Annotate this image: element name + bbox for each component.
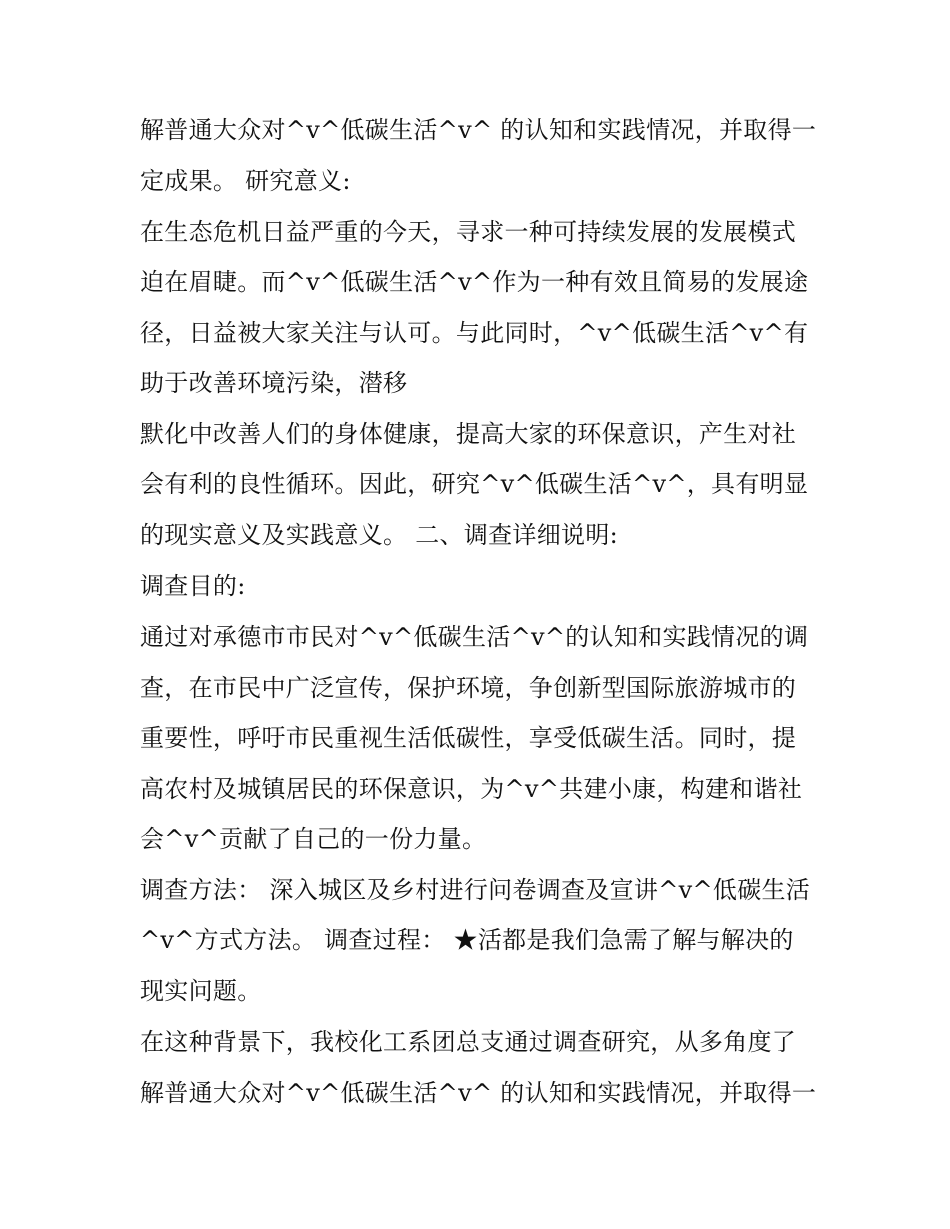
text-line: 高农村及城镇居民的环保意识，为^v^共建小康，构建和谐社 — [140, 775, 803, 803]
text-line: 助于改善环境污染，潜移 — [140, 369, 408, 397]
text-line: 会有利的良性循环。因此，研究^v^低碳生活^v^，具有明显 — [140, 470, 809, 498]
text-line: 在这种背景下，我校化工系团总支通过调查研究，从多角度了 — [140, 1028, 797, 1056]
text-line: 现实问题。 — [140, 977, 262, 1005]
text-line: 调查方法： 深入城区及乡村进行问卷调查及宣讲^v^低碳生活 — [140, 876, 811, 904]
text-line: 默化中改善人们的身体健康，提高大家的环保意识，产生对社 — [140, 420, 797, 448]
text-line: 重要性，呼吁市民重视生活低碳性，享受低碳生活。同时，提 — [140, 724, 797, 752]
text-line: 径，日益被大家关注与认可。与此同时，^v^低碳生活^v^有 — [140, 319, 809, 347]
text-line: 通过对承德市市民对^v^低碳生活^v^的认知和实践情况的调 — [140, 623, 809, 651]
text-line: 迫在眉睫。而^v^低碳生活^v^作为一种有效且简易的发展途 — [140, 268, 809, 296]
text-line: 查，在市民中广泛宣传，保护环境，争创新型国际旅游城市的 — [140, 674, 797, 702]
text-line: 定成果。 研究意义: — [140, 167, 351, 195]
text-line: 在生态危机日益严重的今天，寻求一种可持续发展的发展模式 — [140, 218, 797, 246]
text-line: 会^v^贡献了自己的一份力量。 — [140, 825, 487, 853]
text-line: 调查目的: — [140, 572, 246, 600]
text-line: 解普通大众对^v^低碳生活^v^ 的认知和实践情况，并取得一 — [140, 116, 817, 144]
text-line: 解普通大众对^v^低碳生活^v^ 的认知和实践情况，并取得一 — [140, 1079, 817, 1107]
text-line: ^v^方式方法。 调查过程： ★活都是我们急需了解与解决的 — [140, 926, 794, 954]
text-line: 的现实意义及实践意义。 二、调查详细说明: — [140, 521, 619, 549]
